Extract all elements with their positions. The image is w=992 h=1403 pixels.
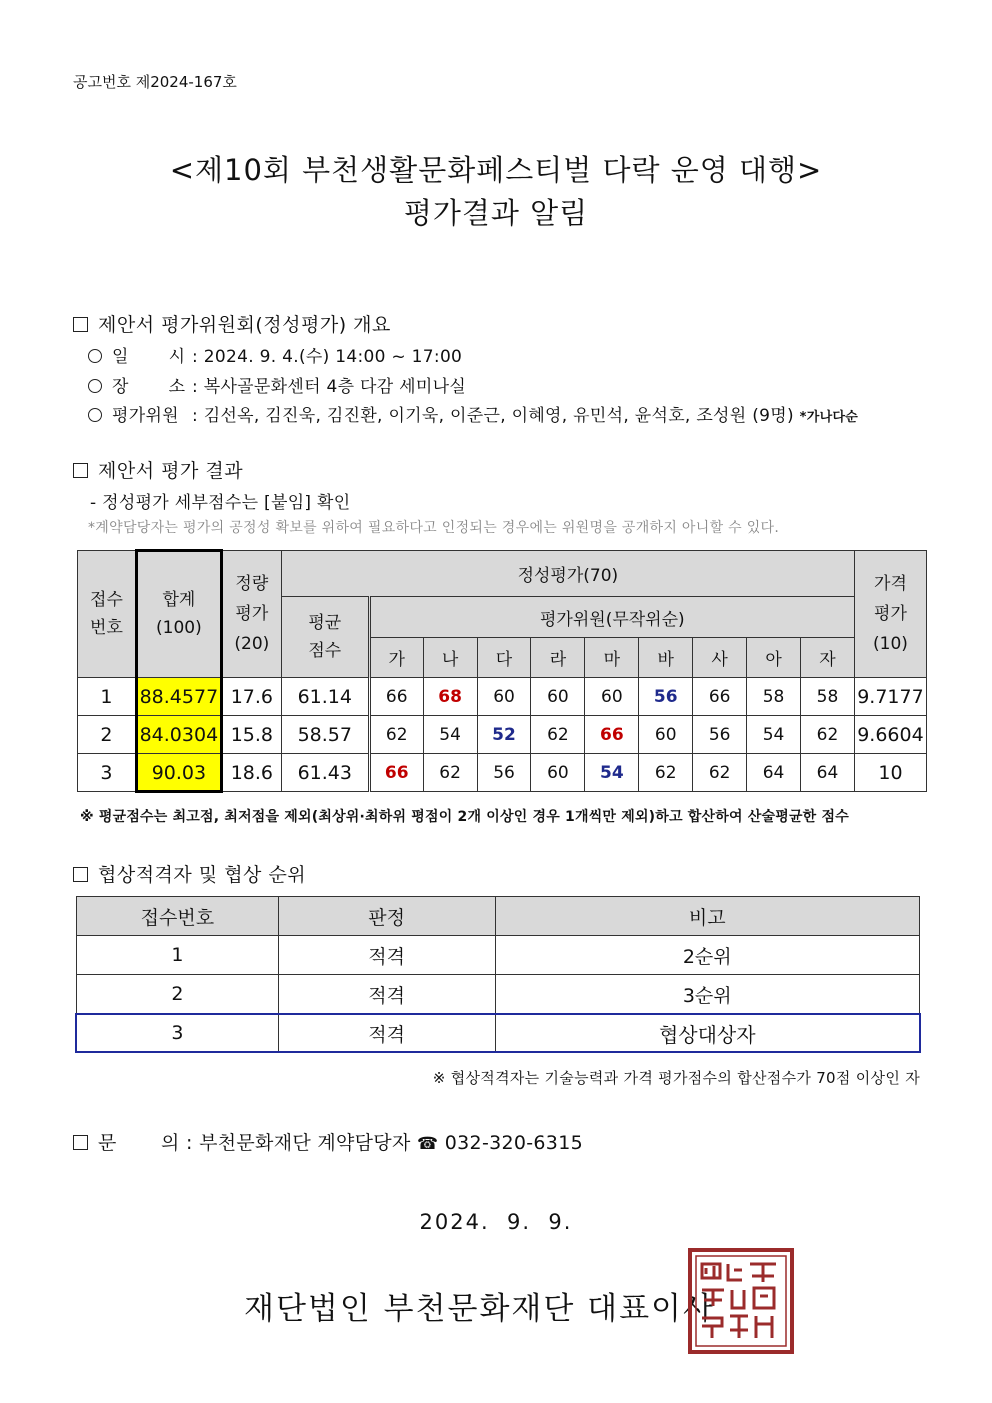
notice-number: 공고번호 제2024-167호	[73, 73, 237, 91]
evaluator-header: 라	[531, 638, 585, 678]
column-header-remark: 비고	[495, 897, 920, 936]
average-score: 61.43	[281, 754, 369, 792]
average-score: 61.14	[281, 678, 369, 716]
circle-bullet-icon	[88, 408, 102, 422]
evaluation-results-table	[77, 550, 927, 792]
document-subtitle: 평가결과 알림	[403, 196, 589, 230]
price-score: 9.7177	[854, 678, 926, 716]
evaluator-score: 60	[477, 678, 531, 716]
document-title: <제10회 부천생활문화페스티벌 다락 운영 대행>	[169, 153, 823, 187]
contact-line	[73, 1128, 583, 1155]
negotiation-eligibility-note: ※ 협상적격자는 기술능력과 가격 평가점수의 합산점수가 70점 이상인 자	[432, 1069, 920, 1087]
item-label: 평가위원	[112, 406, 179, 426]
item-value: : 김선옥, 김진욱, 김진환, 이기욱, 이준근, 이혜영, 유민석, 윤석호, 조성원 (9명)	[192, 406, 794, 426]
header-average: 평균 점수	[281, 597, 369, 678]
evaluator-score: 68	[423, 678, 477, 716]
phone-icon: ☎	[416, 1134, 439, 1154]
evaluator-score: 66	[369, 678, 423, 716]
evaluator-score: 64	[801, 754, 855, 792]
overview-item-committee	[88, 401, 858, 426]
evaluator-score: 58	[801, 678, 855, 716]
evaluator-header: 다	[477, 638, 531, 678]
evaluator-score: 54	[423, 716, 477, 754]
circle-bullet-icon	[88, 349, 102, 363]
evaluator-score: 62	[639, 754, 693, 792]
table-row	[78, 754, 927, 792]
total-score: 84.0304	[135, 716, 222, 754]
circle-bullet-icon	[88, 379, 102, 393]
column-header-judgment: 판정	[278, 897, 495, 936]
evaluator-score: 66	[585, 716, 639, 754]
evaluator-score: 62	[693, 754, 747, 792]
table-row	[77, 1014, 920, 1053]
table-row	[77, 975, 920, 1014]
receipt-no: 3	[78, 754, 136, 792]
official-seal-icon	[688, 1248, 794, 1354]
receipt-no: 1	[77, 936, 279, 975]
negotiation-ranking-table	[76, 896, 920, 1053]
square-bullet-icon	[73, 463, 88, 478]
table-row	[78, 716, 927, 754]
evaluator-score: 56	[639, 678, 693, 716]
evaluator-score: 66	[693, 678, 747, 716]
price-score: 10	[854, 754, 926, 792]
evaluator-score: 52	[477, 716, 531, 754]
alphabetical-note: *가나다순	[799, 410, 859, 425]
evaluator-score: 60	[585, 678, 639, 716]
header-receipt-no: 접수 번호	[78, 551, 136, 678]
evaluator-score: 62	[801, 716, 855, 754]
overview-item-datetime	[88, 342, 462, 367]
receipt-no: 1	[78, 678, 136, 716]
section-overview-heading: 제안서 평가위원회(정성평가) 개요	[73, 310, 391, 337]
quantitative-score: 18.6	[222, 754, 281, 792]
evaluator-score: 60	[531, 678, 585, 716]
evaluator-score: 62	[423, 754, 477, 792]
header-committee: 평가위원(무작위순)	[369, 597, 854, 638]
evaluator-header: 아	[747, 638, 801, 678]
table-row	[77, 936, 920, 975]
receipt-no: 2	[78, 716, 136, 754]
evaluator-score: 56	[477, 754, 531, 792]
contact-label: 문 의	[98, 1132, 180, 1154]
evaluator-score: 62	[369, 716, 423, 754]
item-label: 장 소	[112, 377, 186, 397]
evaluator-header: 마	[585, 638, 639, 678]
signer-name: 재단법인 부천문화재단 대표이사	[244, 1291, 715, 1327]
evaluator-score: 58	[747, 678, 801, 716]
remark: 협상대상자	[495, 1014, 920, 1053]
quantitative-score: 15.8	[222, 716, 281, 754]
evaluator-score: 56	[693, 716, 747, 754]
evaluator-header: 나	[423, 638, 477, 678]
issue-date: 2024. 9. 9.	[419, 1210, 573, 1234]
evaluator-score: 60	[531, 754, 585, 792]
evaluator-score: 64	[747, 754, 801, 792]
header-price: 가격 평가 (10)	[854, 551, 926, 678]
item-value: : 복사골문화센터 4층 다감 세미나실	[192, 377, 467, 397]
evaluator-score: 54	[747, 716, 801, 754]
header-qualitative: 정성평가(70)	[281, 551, 854, 597]
results-subnote: - 정성평가 세부점수는 [붙임] 확인	[90, 493, 351, 513]
evaluator-score: 62	[531, 716, 585, 754]
price-score: 9.6604	[854, 716, 926, 754]
evaluator-score: 60	[639, 716, 693, 754]
evaluator-score: 66	[369, 754, 423, 792]
column-header-receipt-no: 접수번호	[77, 897, 279, 936]
header-quantitative: 정량 평가 (20)	[222, 551, 281, 678]
evaluator-score: 54	[585, 754, 639, 792]
judgment: 적격	[278, 1014, 495, 1053]
receipt-no: 3	[77, 1014, 279, 1053]
section-results-heading: 제안서 평가 결과	[73, 456, 243, 483]
evaluator-header: 사	[693, 638, 747, 678]
quantitative-score: 17.6	[222, 678, 281, 716]
average-score: 58.57	[281, 716, 369, 754]
item-label: 일 시	[112, 347, 186, 367]
judgment: 적격	[278, 975, 495, 1014]
square-bullet-icon	[73, 1135, 88, 1150]
section-negotiation-heading: 협상적격자 및 협상 순위	[73, 860, 306, 887]
contact-value: : 부천문화재단 계약담당자	[186, 1132, 411, 1154]
square-bullet-icon	[73, 317, 88, 332]
evaluator-header: 가	[369, 638, 423, 678]
receipt-no: 2	[77, 975, 279, 1014]
header-sum: 합계 (100)	[135, 551, 222, 678]
average-score-note: ※ 평균점수는 최고점, 최저점을 제외(최상위·최하위 평점이 2개 이상인 경우 1개씩만 제외)하고 합산하여 산술평균한 점수	[80, 809, 849, 825]
table-row	[78, 678, 927, 716]
remark: 2순위	[495, 936, 920, 975]
overview-item-place	[88, 372, 466, 397]
evaluator-header: 자	[801, 638, 855, 678]
disclosure-note: *계약담당자는 평가의 공정성 확보를 위하여 필요하다고 인정되는 경우에는 위원명을 공개하지 아니할 수 있다.	[88, 520, 780, 536]
judgment: 적격	[278, 936, 495, 975]
remark: 3순위	[495, 975, 920, 1014]
total-score: 90.03	[135, 754, 222, 792]
contact-phone: 032-320-6315	[444, 1132, 583, 1154]
square-bullet-icon	[73, 867, 88, 882]
evaluator-header: 바	[639, 638, 693, 678]
item-value: : 2024. 9. 4.(수) 14:00 ~ 17:00	[192, 347, 463, 367]
total-score: 88.4577	[135, 678, 222, 716]
